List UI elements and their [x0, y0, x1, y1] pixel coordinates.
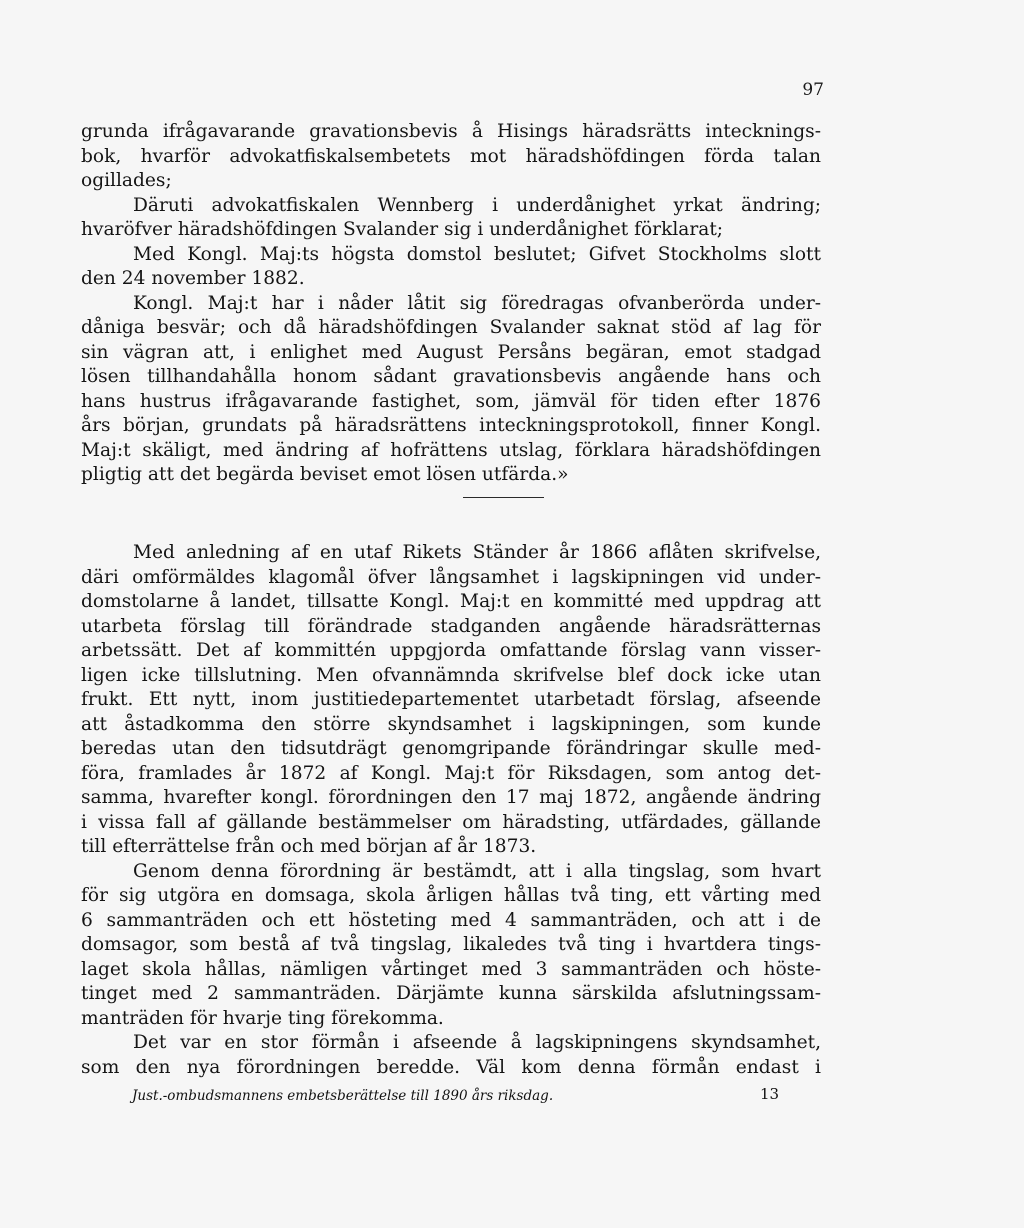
- text-line: sin vägran att, i enlighet med August Persåns begäran, emot stadgad: [81, 341, 821, 363]
- section-divider: [463, 497, 544, 498]
- text-line: som den nya förordningen beredde. Väl kom denna förmån endast i: [81, 1056, 821, 1078]
- text-line: tinget med 2 sammanträden. Därjämte kunna särskilda afslutningssam-: [81, 983, 821, 1004]
- text-line: Med Kongl. Maj:ts högsta domstol beslutet; Gifvet Stockholms slott: [133, 243, 821, 265]
- text-line: att åstadkomma den större skyndsamhet i lagskipningen, som kunde: [81, 713, 821, 735]
- text-line: års början, grundats på häradsrättens inteckningsprotokoll, finner Kongl.: [81, 415, 821, 436]
- text-line: bok, hvarför advokatfiskalsembetets mot häradshöfdingen förda talan: [81, 145, 821, 167]
- text-line: ogillades;: [81, 170, 172, 191]
- text-line: frukt. Ett nytt, inom justitiedepartementet utarbetadt förslag, afseende: [81, 689, 821, 710]
- text-line: hvaröfver häradshöfdingen Svalander sig i underdånighet förklarat;: [81, 219, 724, 240]
- text-line: domsagor, som bestå af två tingslag, likaledes två ting i hvartdera tings-: [81, 934, 821, 955]
- text-line: Kongl. Maj:t har i nåder låtit sig föredragas ofvanberörda under-: [133, 292, 821, 314]
- text-line: pligtig att det begärda beviset emot lösen utfärda.»: [81, 464, 569, 485]
- text-line: Däruti advokatfiskalen Wennberg i underdånighet yrkat ändring;: [133, 194, 821, 216]
- text-line: 6 sammanträden och ett hösteting med 4 sammanträden, och att i de: [81, 909, 821, 931]
- text-line: Maj:t skäligt, med ändring af hofrättens utslag, förklara häradshöfdingen: [81, 439, 821, 461]
- text-line: Det var en stor förmån i afseende å lagskipningens skyndsamhet,: [133, 1032, 821, 1053]
- text-line: dåniga besvär; och då häradshöfdingen Svalander saknat stöd af lag för: [81, 317, 821, 338]
- page-number: 97: [802, 80, 824, 100]
- text-line: arbetssätt. Det af kommittén uppgjorda omfattande förslag vann visser-: [81, 640, 821, 661]
- text-line: den 24 november 1882.: [81, 268, 305, 289]
- text-line: beredas utan den tidsutdrägt genomgripande förändringar skulle med-: [81, 738, 821, 759]
- text-line: i vissa fall af gällande bestämmelser om häradsting, utfärdades, gällande: [81, 811, 821, 833]
- signature-mark: 13: [760, 1085, 780, 1103]
- text-line: laget skola hållas, nämligen vårtinget med 3 sammanträden och höste-: [81, 958, 821, 980]
- text-line: föra, framlades år 1872 af Kongl. Maj:t för Riksdagen, som antog det-: [81, 762, 821, 784]
- text-line: lösen tillhandahålla honom sådant gravationsbevis angående hans och: [81, 366, 821, 387]
- text-line: ligen icke tillslutning. Men ofvannämnda skrifvelse blef dock icke utan: [81, 664, 821, 686]
- text-line: däri omförmäldes klagomål öfver långsamhet i lagskipningen vid under-: [81, 566, 821, 588]
- text-line: domstolarne å landet, tillsatte Kongl. Maj:t en kommitté med uppdrag att: [81, 591, 821, 612]
- footer-title: Just.-ombudsmannens embetsberättelse till 1890 års riksdag.: [132, 1088, 554, 1104]
- text-line: hans hustrus ifrågavarande fastighet, som, jämväl för tiden efter 1876: [81, 390, 821, 412]
- text-line: utarbeta förslag till förändrade stadganden angående häradsrätternas: [81, 615, 821, 637]
- text-line: Med anledning af en utaf Rikets Ständer år 1866 aflåten skrifvelse,: [133, 542, 821, 563]
- text-line: grunda ifrågavarande gravationsbevis å Hisings häradsrätts intecknings-: [81, 121, 821, 142]
- text-line: samma, hvarefter kongl. förordningen den 17 maj 1872, angående ändring: [81, 787, 821, 808]
- text-line: manträden för hvarje ting förekomma.: [81, 1007, 444, 1029]
- text-line: till efterrättelse från och med början af år 1873.: [81, 836, 537, 857]
- text-line: Genom denna förordning är bestämdt, att i alla tingslag, som hvart: [133, 860, 821, 882]
- text-line: för sig utgöra en domsaga, skola årligen hållas två ting, ett vårting med: [81, 885, 821, 906]
